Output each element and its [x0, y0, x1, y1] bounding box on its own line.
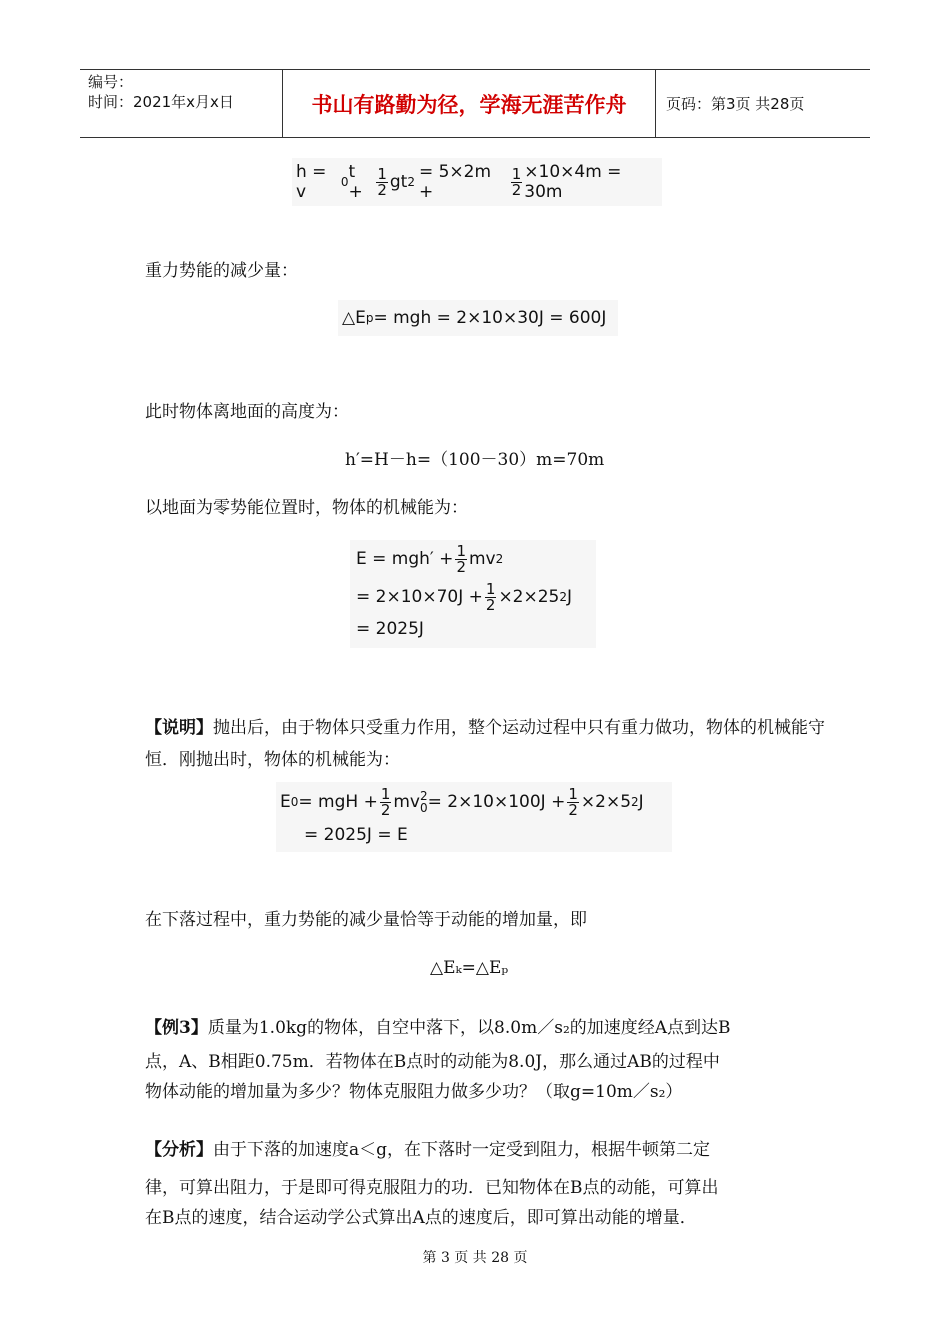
- formula-initial-mechanical-energy: [276, 782, 672, 852]
- formula-line: [280, 822, 672, 848]
- example-text: 点，A、B相距0.75m．若物体在B点时的动能为8.0J，那么通过AB的过程中: [145, 1052, 720, 1072]
- fraction-numerator: 1: [511, 164, 522, 183]
- formula-text: J: [638, 792, 644, 812]
- fraction-denominator: 2: [377, 180, 387, 199]
- note-paragraph: [145, 712, 825, 776]
- formula-superscript: 2: [420, 789, 428, 803]
- formula-height-fallen: [292, 158, 662, 206]
- fraction-half: [380, 784, 392, 819]
- delta-energy-formula: △Eₖ=△Eₚ: [430, 958, 509, 978]
- fraction-denominator: 2: [456, 557, 466, 576]
- formula-text: J: [567, 587, 573, 607]
- mechanical-energy-label: 以地面为零势能位置时，物体的机械能为：: [145, 498, 468, 518]
- fraction-denominator: 2: [380, 800, 391, 819]
- example-line: [145, 1012, 825, 1046]
- page-header: [80, 69, 870, 138]
- document-number-label: 编号：: [88, 73, 134, 91]
- analysis-tag: 【分析】: [145, 1140, 213, 1160]
- note-tag: 【说明】: [145, 718, 213, 738]
- formula-line: [356, 578, 596, 616]
- analysis: [145, 1134, 825, 1234]
- fraction-half: [511, 164, 523, 199]
- fraction-half: [485, 579, 497, 614]
- formula-text: h = v: [296, 162, 327, 202]
- header-motto: 书山有路勤为径，学海无涯苦作舟: [311, 92, 627, 117]
- formula-text: ×2×25: [498, 587, 560, 607]
- formula-text: ×2×5: [580, 792, 632, 812]
- fraction-half: [376, 164, 388, 199]
- formula-mechanical-energy: [350, 540, 596, 648]
- formula-text: mv: [468, 549, 496, 569]
- fraction-denominator: 2: [568, 800, 578, 819]
- formula-text: ×10×4m = 30m: [524, 162, 622, 202]
- page-footer: 第 3 页 共 28 页: [422, 1250, 528, 1266]
- example-text: 物体动能的增加量为多少？物体克服阻力做多少功？（取g=10m／s₂）: [145, 1082, 683, 1102]
- formula-text: = mgH +: [298, 792, 378, 812]
- fraction-half: [455, 541, 467, 576]
- header-meta: [88, 70, 278, 112]
- formula-text: = 5×2m +: [418, 162, 492, 202]
- formula-text: = 2×10×70J +: [356, 587, 483, 607]
- formula-superscript: 2: [495, 552, 504, 566]
- formula-sup-sub: [420, 790, 428, 814]
- formula-subscript: 0: [290, 795, 299, 809]
- fall-process-text: 在下落过程中，重力势能的减少量恰等于动能的增加量，即: [145, 910, 587, 930]
- formula-text: = 2025J: [356, 619, 424, 639]
- formula-text: = 2×10×100J +: [427, 792, 566, 812]
- fraction-denominator: 2: [485, 595, 496, 614]
- formula-potential-energy-decrease: [338, 300, 618, 336]
- header-page-info: 页码：第3页 共28页: [666, 95, 805, 113]
- fraction-numerator: 1: [456, 541, 466, 560]
- formula-line: [280, 782, 672, 822]
- formula-text: t +: [348, 162, 363, 202]
- formula-text: E: [280, 792, 291, 812]
- formula-superscript: 2: [631, 795, 639, 809]
- analysis-text: 律，可算出阻力，于是即可得克服阻力的功．已知物体在B点的动能，可算出: [145, 1178, 719, 1198]
- formula-text: mv: [393, 792, 420, 812]
- formula-line: [356, 540, 596, 578]
- example-text: 质量为1.0kg的物体，自空中落下，以8.0m／s₂的加速度经A点到达B: [207, 1018, 731, 1038]
- formula-subscript: 0: [340, 175, 349, 189]
- example-tag: 【例3】: [145, 1018, 208, 1038]
- formula-text: E = mgh′ +: [356, 549, 454, 569]
- fraction-denominator: 2: [511, 180, 522, 199]
- formula-line: [356, 616, 596, 642]
- analysis-text: 在B点的速度，结合运动学公式算出A点的速度后，即可算出动能的增量．: [145, 1208, 697, 1228]
- analysis-text: 由于下落的加速度a＜g，在下落时一定受到阻力，根据牛顿第二定: [213, 1140, 711, 1160]
- formula-superscript: 2: [559, 590, 568, 604]
- note-text: 抛出后，由于物体只受重力作用，整个运动过程中只有重力做功，物体的机械能守恒．刚抛出时，物体的机械能为：: [145, 718, 825, 770]
- formula-subscript: 0: [420, 801, 428, 815]
- height-formula: h′=H－h=（100－30）m=70m: [345, 450, 605, 470]
- height-label: 此时物体离地面的高度为：: [145, 402, 349, 422]
- formula-subscript: p: [365, 311, 374, 325]
- formula-superscript: 2: [407, 175, 415, 189]
- fraction-numerator: 1: [485, 579, 496, 598]
- fraction-numerator: 1: [380, 784, 391, 803]
- formula-text: = mgh = 2×10×30J = 600J: [373, 308, 607, 328]
- analysis-line: [145, 1134, 825, 1172]
- formula-text: △E: [342, 308, 366, 328]
- formula-text: = 2025J = E: [304, 825, 408, 845]
- fraction-numerator: 1: [377, 164, 387, 183]
- header-divider: [655, 70, 656, 137]
- gravity-decrease-label: 重力势能的减少量：: [145, 261, 298, 281]
- formula-text: gt: [389, 172, 408, 192]
- document-date: 时间：2021年x月x日: [88, 93, 234, 111]
- fraction-half: [567, 784, 579, 819]
- example-3: [145, 1012, 825, 1108]
- fraction-numerator: 1: [568, 784, 578, 803]
